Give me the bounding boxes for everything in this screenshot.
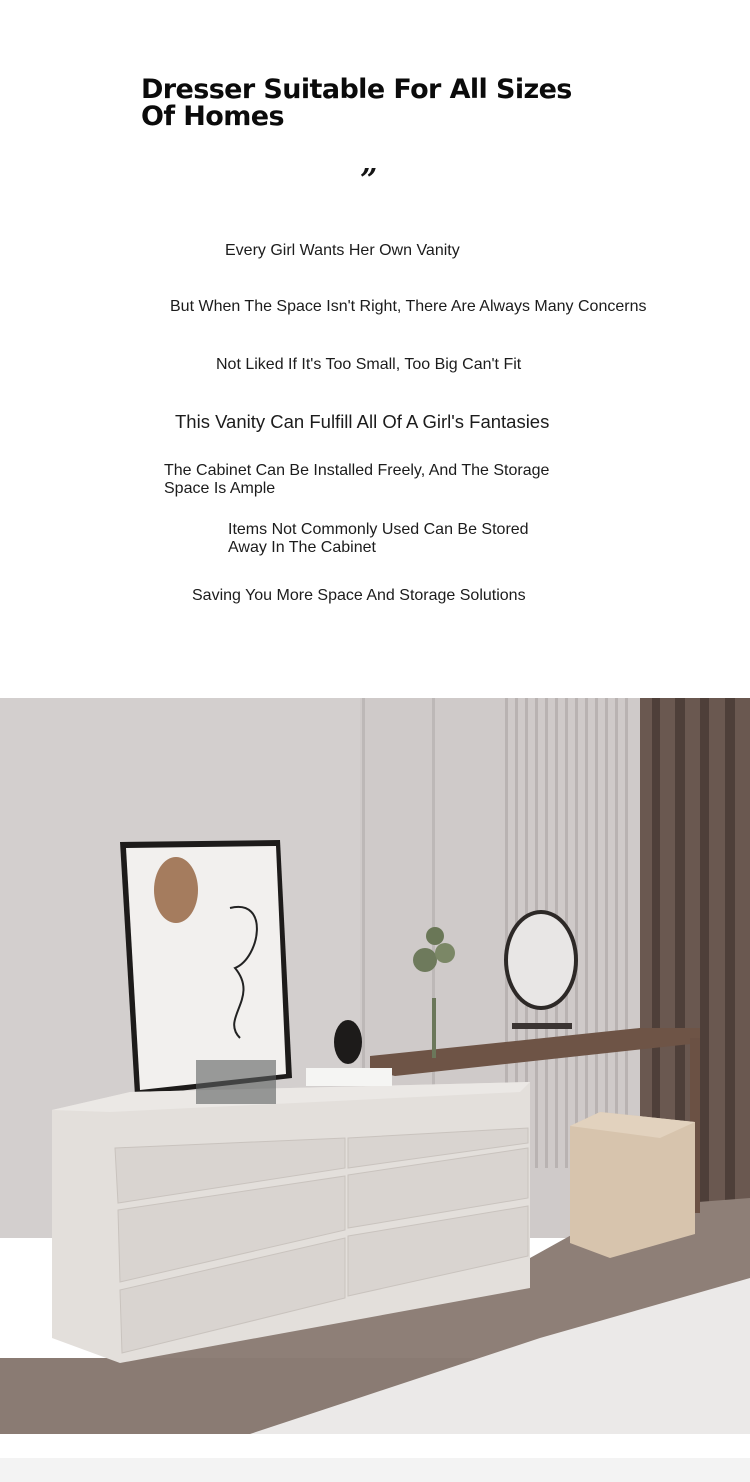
feature-line-space: But When The Space Isn't Right, There Are Always Many Concerns [170, 298, 647, 315]
feature-line-size: Not Liked If It's Too Small, Too Big Can't Fit [216, 356, 522, 373]
feature-line-vanity: Every Girl Wants Her Own Vanity [225, 242, 460, 259]
feature-line-cabinet: The Cabinet Can Be Installed Freely, And The Storage Space Is Ample [164, 462, 550, 497]
feature-line-fantasies: This Vanity Can Fulfill All Of A Girl's Fantasies [175, 411, 550, 432]
feature-line-storage: Items Not Commonly Used Can Be Stored Away In The Cabinet [228, 521, 529, 556]
footer-band [0, 1458, 750, 1482]
feature-line-saving: Saving You More Space And Storage Solutions [192, 587, 526, 604]
page-title: Dresser Suitable For All Sizes Of Homes [141, 74, 572, 132]
product-photo [0, 698, 750, 1434]
quote-mark-icon: ” [360, 163, 378, 198]
